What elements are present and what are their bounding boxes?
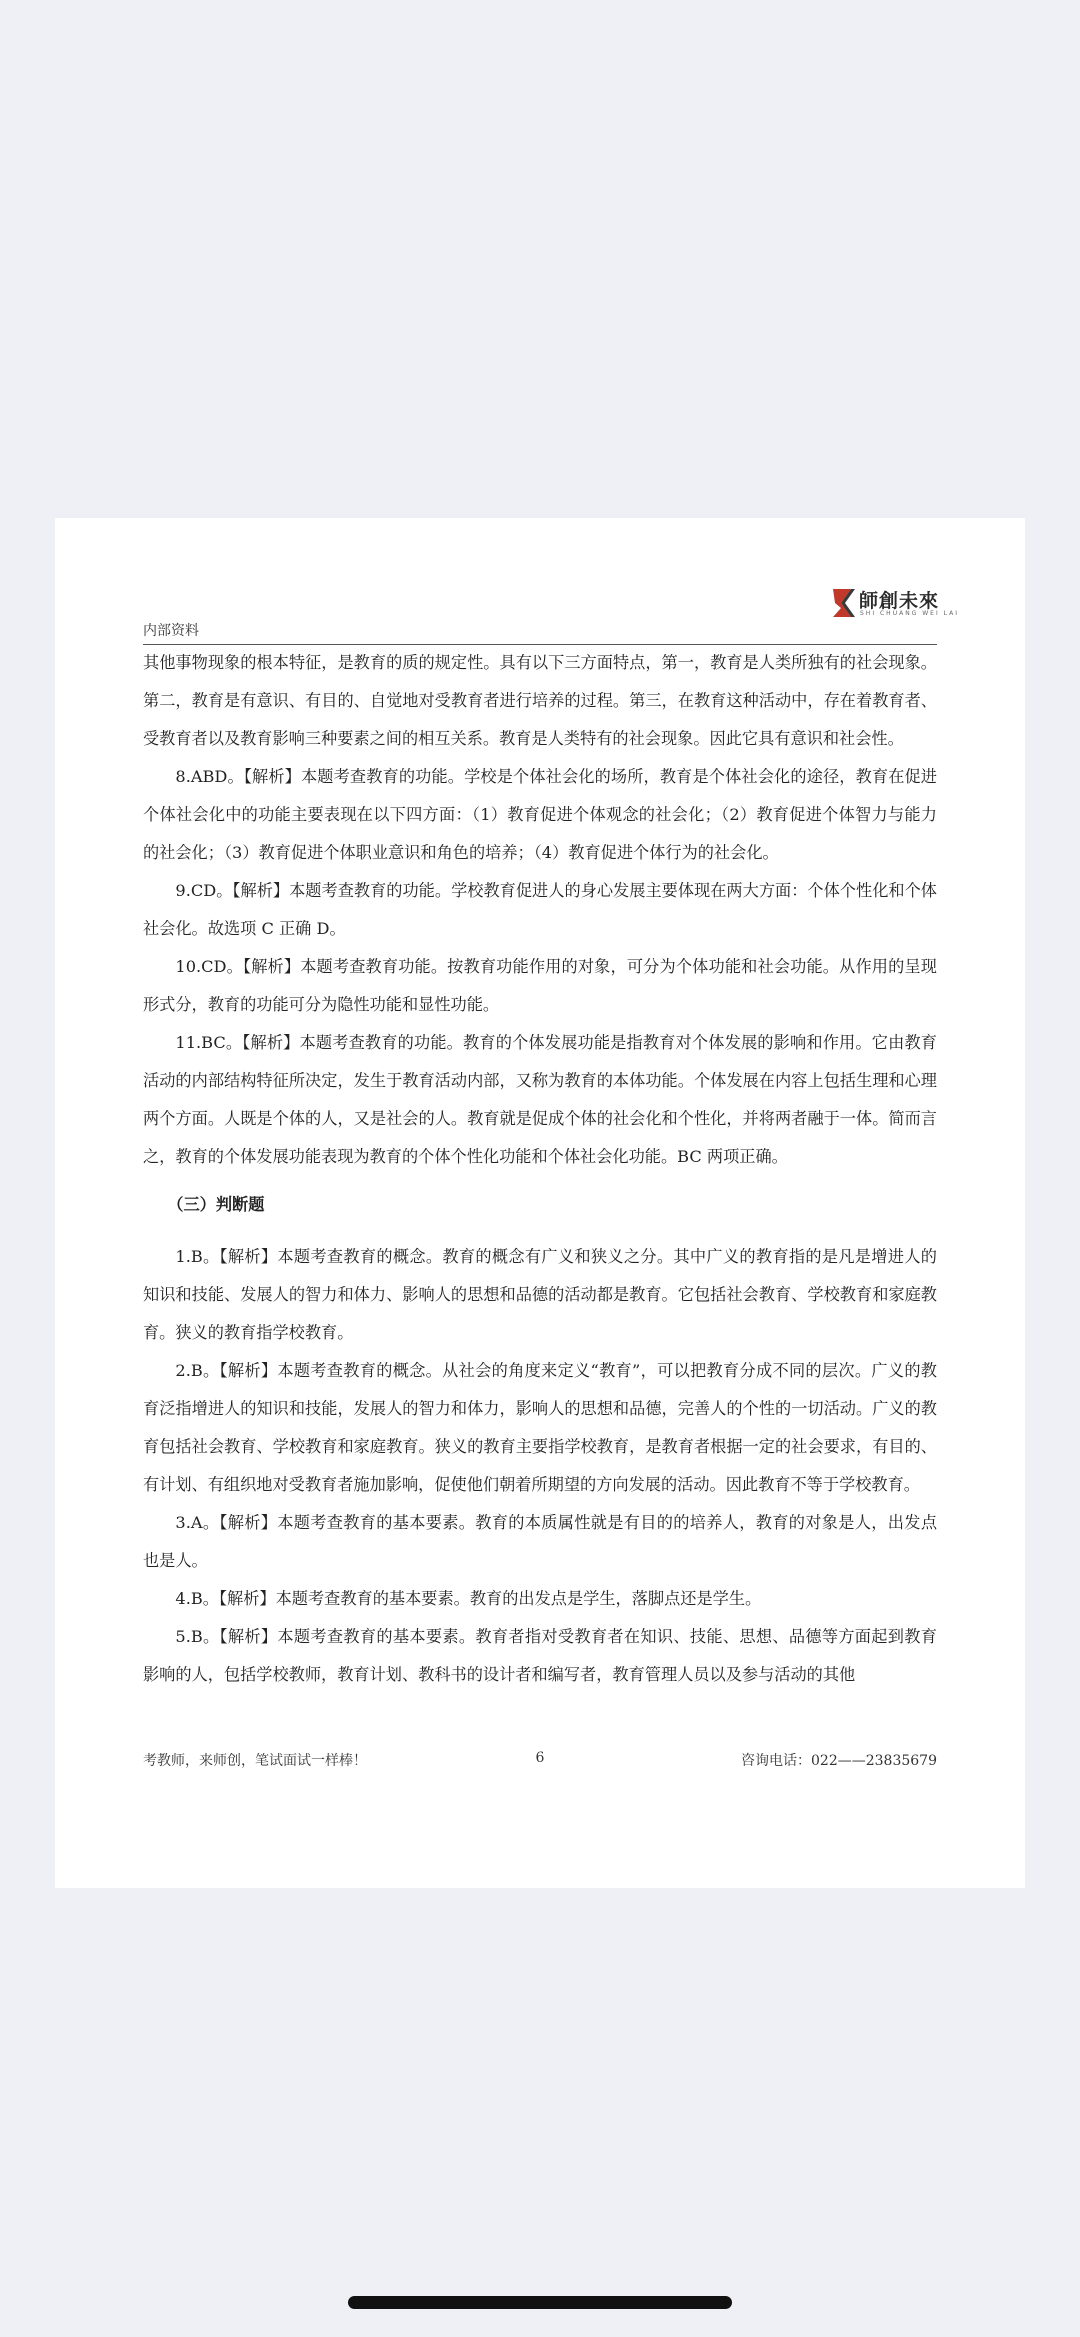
page-header (143, 582, 959, 645)
paragraph: 11.BC。【解析】本题考查教育的功能。教育的个体发展功能是指教育对个体发展的影响和作用。它由教育活动的内部结构特征所决定，发生于教育活动内部，又称为教育的本体功能。个体发展在内容上包括生理和心理两个方面。人既是个体的人，又是社会的人。教育就是促成个体的社会化和个性化，并将两者融于一体。简而言之，教育的个体发展功能表现为教育的个体个性化功能和个体社会化功能。BC 两项正确。 (143, 1033, 937, 1166)
answer-explanations (143, 644, 937, 1694)
paragraph: 10.CD。【解析】本题考查教育功能。按教育功能作用的对象，可分为个体功能和社会功能。从作用的呈现形式分，教育的功能可分为隐性功能和显性功能。 (143, 957, 937, 1014)
paragraph: 8.ABD。【解析】本题考查教育的功能。学校是个体社会化的场所，教育是个体社会化的途径，教育在促进个体社会化中的功能主要表现在以下四方面：（1）教育促进个体观念的社会化；（2）教育促进个体智力与能力的社会化；（3）教育促进个体职业意识和角色的培养；（4）教育促进个体行为的社会化。 (143, 767, 937, 862)
paragraph: 其他事物现象的根本特征，是教育的质的规定性。具有以下三方面特点，第一，教育是人类所独有的社会现象。第二，教育是有意识、有目的、自觉地对受教育者进行培养的过程。第三，在教育这种活动中，存在着教育者、受教育者以及教育影响三种要素之间的相互关系。教育是人类特有的社会现象。因此它具有意识和社会性。 (143, 653, 937, 748)
paragraph: 2.B。【解析】本题考查教育的概念。从社会的角度来定义“教育”，可以把教育分成不同的层次。广义的教育泛指增进人的知识和技能，发展人的智力和体力，影响人的思想和品德，完善人的个性的一切活动。广义的教育包括社会教育、学校教育和家庭教育。狭义的教育主要指学校教育，是教育者根据一定的社会要求，有目的、有计划、有组织地对受教育者施加影响，促使他们朝着所期望的方向发展的活动。因此教育不等于学校教育。 (143, 1361, 937, 1494)
logo-subtitle: SHI CHUANG WEI LAI (860, 610, 959, 617)
document-page (55, 518, 1025, 1888)
section-heading: （三）判断题 (167, 1195, 265, 1214)
paragraph: 4.B。【解析】本题考查教育的基本要素。教育的出发点是学生，落脚点还是学生。 (175, 1589, 762, 1608)
page-number: 6 (535, 1750, 545, 1766)
header-label: 内部资料 (143, 623, 199, 639)
paragraph: 9.CD。【解析】本题考查教育的功能。学校教育促进人的身心发展主要体现在两大方面：个体个性化和个体社会化。故选项 C 正确 D。 (143, 881, 937, 938)
footer-phone: 咨询电话：022——23835679 (741, 1753, 937, 1769)
logo-name: 師創未來 (859, 590, 940, 612)
paragraph: 5.B。【解析】本题考查教育的基本要素。教育者指对受教育者在知识、技能、思想、品德等方面起到教育影响的人，包括学校教师，教育计划、教科书的设计者和编写者，教育管理人员以及参与活动的其他 (143, 1627, 937, 1684)
paragraph: 3.A。【解析】本题考查教育的基本要素。教育的本质属性就是有目的的培养人，教育的对象是人，出发点也是人。 (143, 1513, 937, 1570)
paragraph: 1.B。【解析】本题考查教育的概念。教育的概念有广义和狭义之分。其中广义的教育指的是凡是增进人的知识和技能、发展人的智力和体力、影响人的思想和品德的活动都是教育。它包括社会教育、学校教育和家庭教育。狭义的教育指学校教育。 (143, 1247, 937, 1342)
home-indicator[interactable] (348, 2296, 732, 2309)
logo-icon (827, 586, 857, 620)
page-footer (143, 1750, 937, 1774)
brand-logo (827, 586, 959, 622)
footer-slogan: 考教师，来师创，笔试面试一样棒！ (143, 1753, 367, 1769)
